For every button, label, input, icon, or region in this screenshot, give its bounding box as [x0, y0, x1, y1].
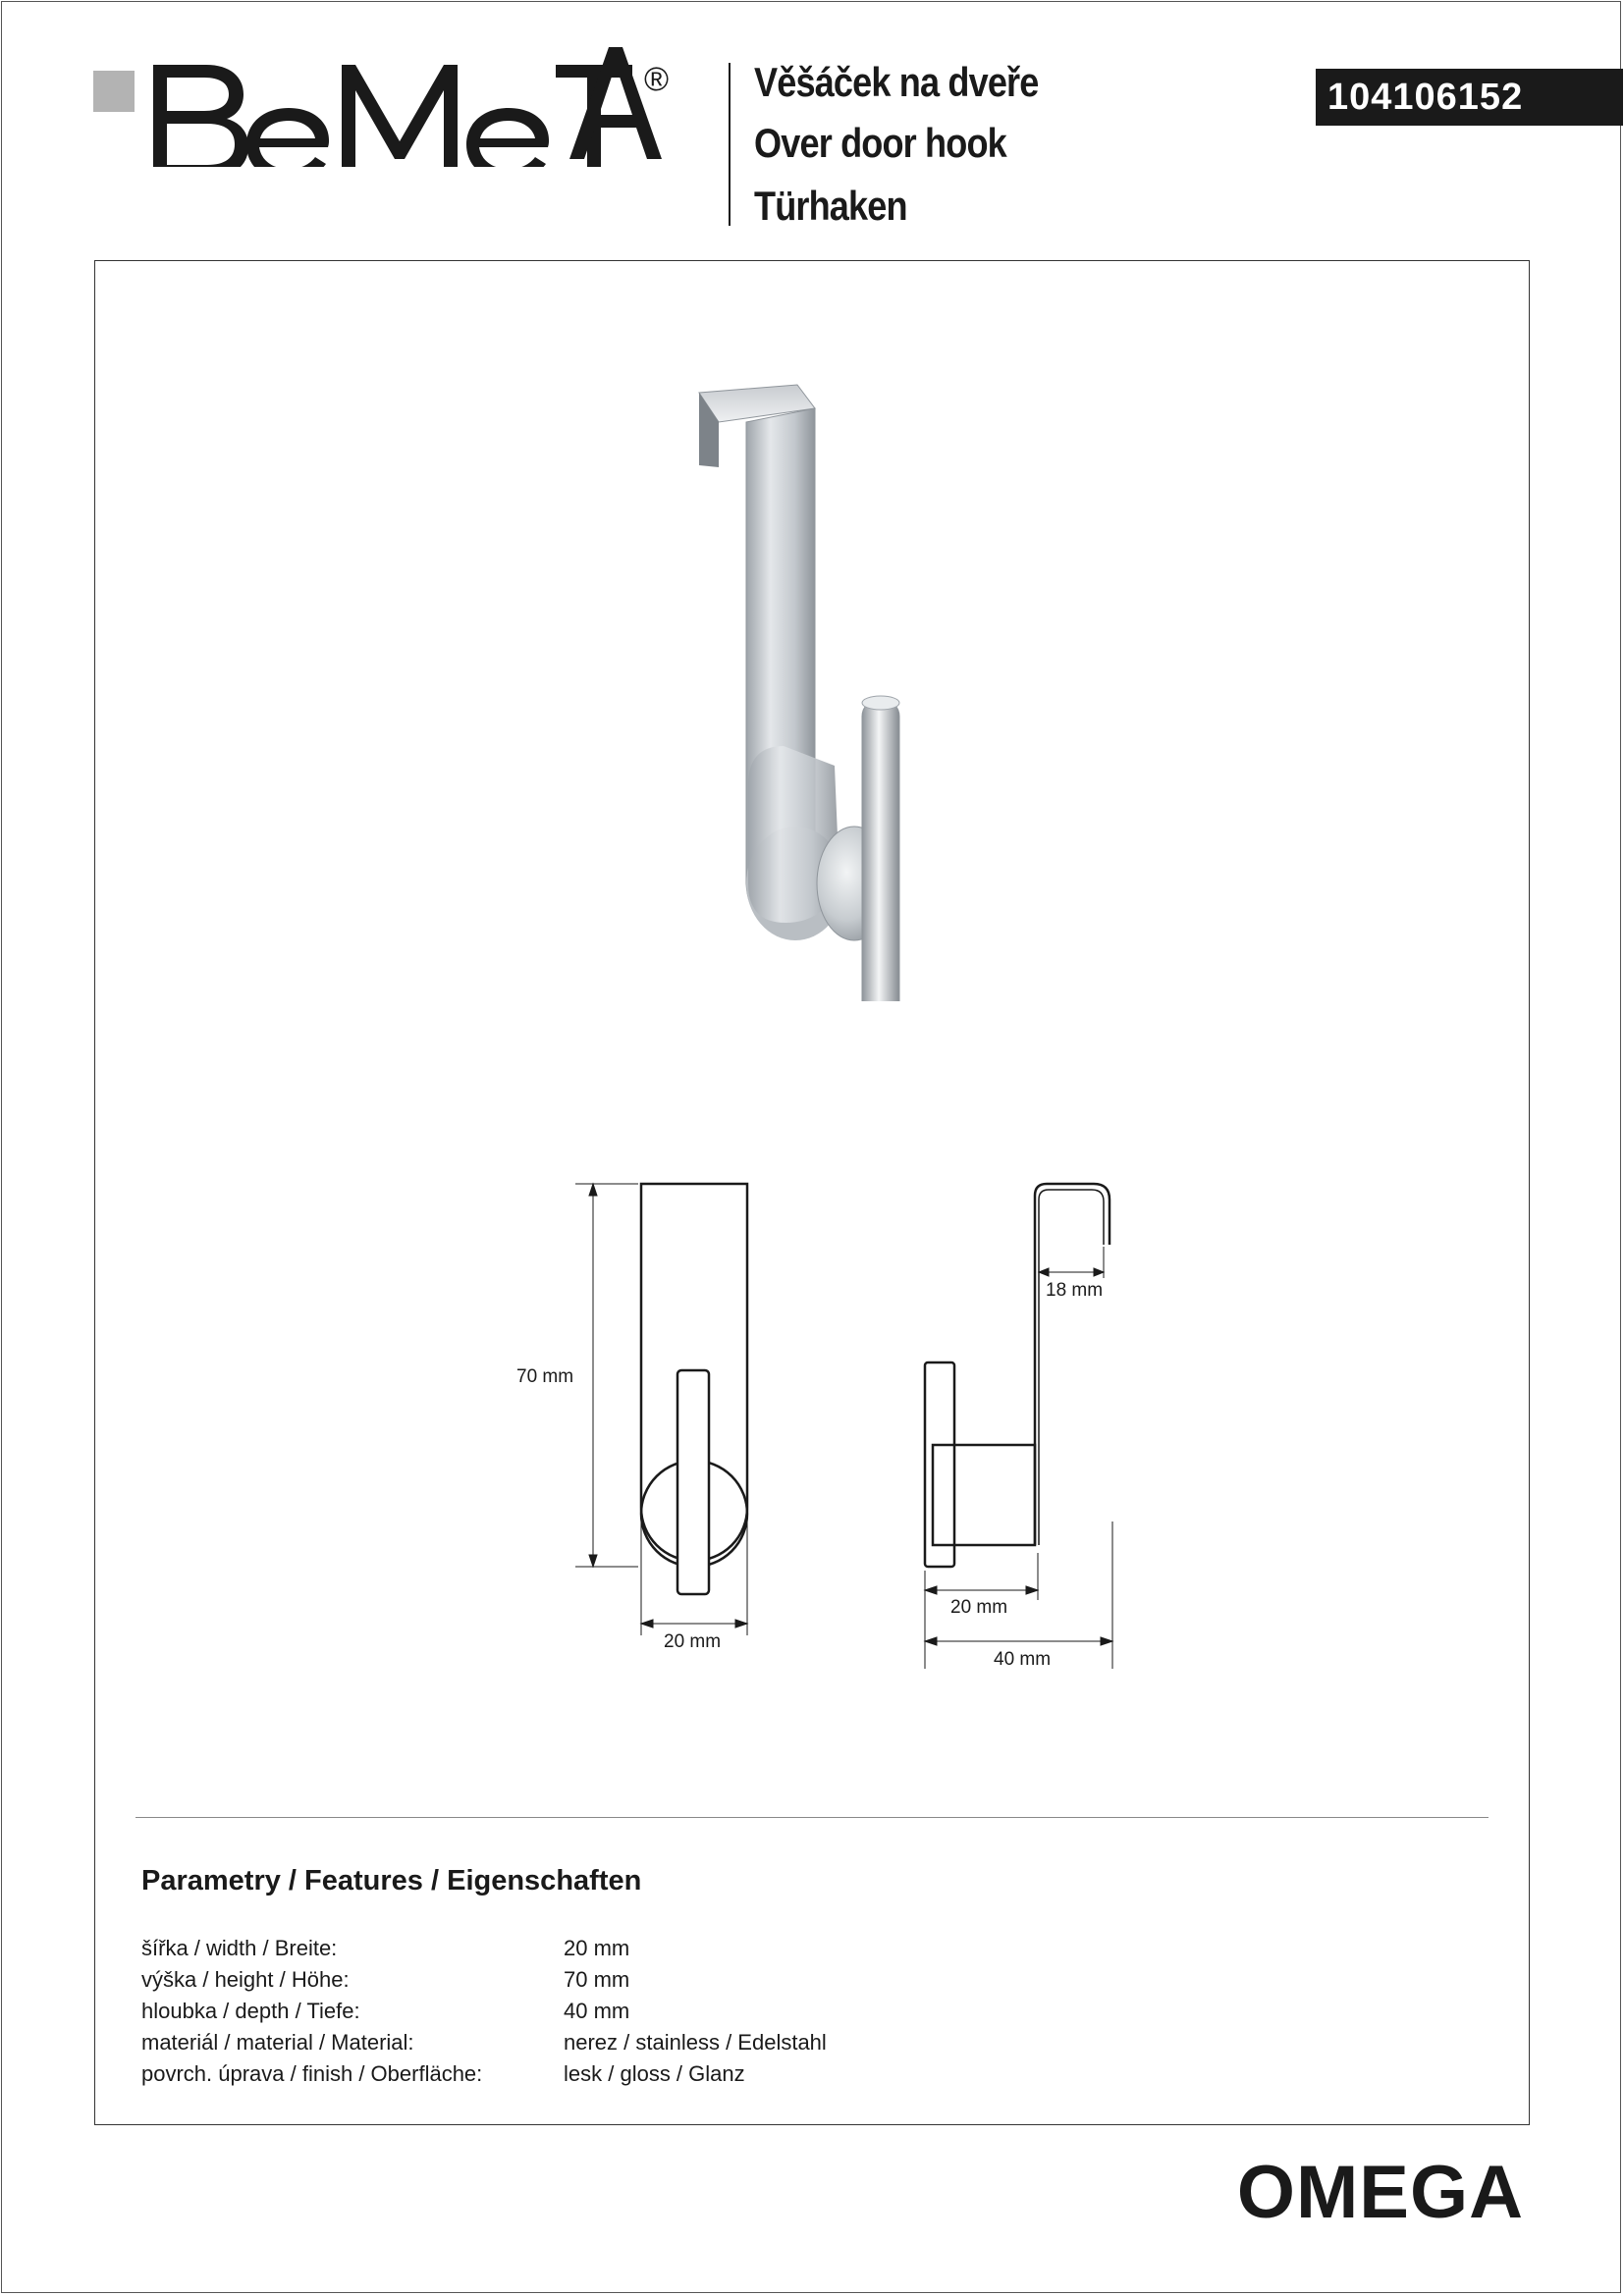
spec-value: 40 mm — [564, 1999, 630, 2023]
registered-mark: ® — [644, 61, 670, 98]
product-photo — [677, 373, 952, 1001]
brand-logo-a — [560, 39, 687, 167]
spec-row — [141, 1936, 1123, 1965]
front-view-rod — [677, 1370, 709, 1594]
spec-label: výška / height / Höhe: — [141, 1967, 350, 1992]
dim-depth: 40 mm — [994, 1649, 1052, 1670]
spec-value: lesk / gloss / Glanz — [564, 2061, 745, 2086]
spec-row — [141, 1967, 1123, 1997]
dim-front-width: 20 mm — [664, 1631, 722, 1652]
side-view-hook-inner — [1039, 1190, 1104, 1545]
series-name: OMEGA — [1236, 2151, 1524, 2234]
product-code-badge: 104106152 — [1316, 69, 1623, 126]
spec-row — [141, 2030, 1123, 2059]
spec-value: 70 mm — [564, 1967, 630, 1992]
header-divider — [729, 63, 731, 226]
title-en: Over door hook — [754, 120, 1006, 166]
dim-height: 70 mm — [516, 1366, 574, 1387]
section-divider — [135, 1817, 1489, 1818]
side-view-hook — [1035, 1184, 1110, 1545]
technical-drawing — [491, 1168, 1178, 1698]
title-de: Türhaken — [754, 183, 907, 229]
spec-row — [141, 2061, 1123, 2091]
logo-square — [93, 71, 135, 112]
side-view-base — [933, 1445, 1035, 1545]
side-view-rod — [925, 1362, 954, 1567]
title-cz: Věšáček na dveře — [754, 59, 1039, 105]
dim-side-width: 20 mm — [950, 1597, 1008, 1618]
spec-label: povrch. úprava / finish / Oberfläche: — [141, 2061, 483, 2086]
spec-label: šířka / width / Breite: — [141, 1936, 338, 1960]
spec-value: 20 mm — [564, 1936, 630, 1960]
spec-label: materiál / material / Material: — [141, 2030, 414, 2055]
spec-value: nerez / stainless / Edelstahl — [564, 2030, 827, 2055]
dim-hook-inner: 18 mm — [1046, 1280, 1104, 1301]
features-heading: Parametry / Features / Eigenschaften — [141, 1865, 642, 1896]
spec-row — [141, 1999, 1123, 2028]
spec-label: hloubka / depth / Tiefe: — [141, 1999, 360, 2023]
